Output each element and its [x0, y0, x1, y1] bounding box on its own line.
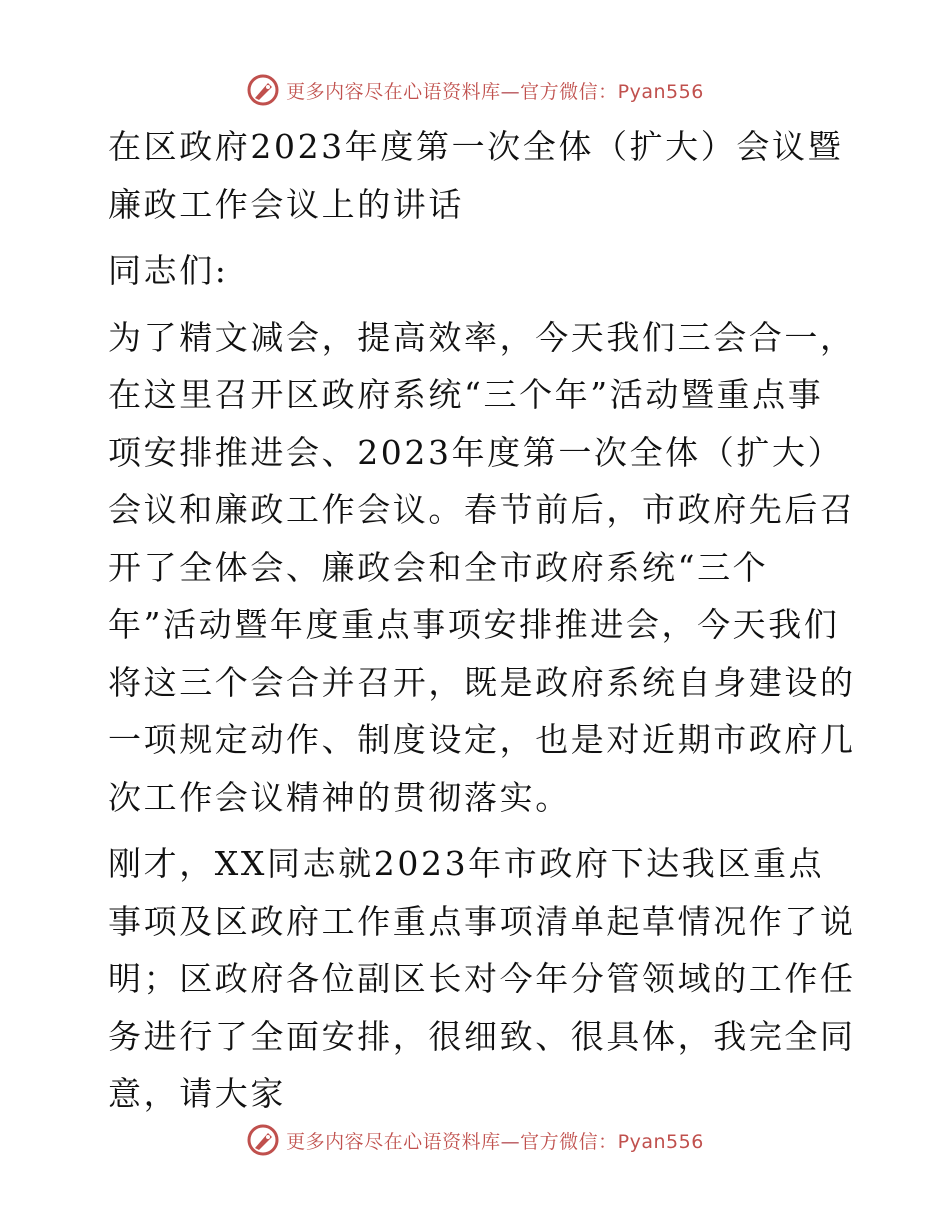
banner-text [286, 77, 704, 104]
paragraph-1: 为了精文减会，提高效率，今天我们三会合一，在这里召开区政府系统“三个年”活动暨重点事项安排推进会、2023年度第一次全体（扩大）会议和廉政工作会议。春节前后，市政府先后召开了全体会、廉政会和全市政府系统“三个年”活动暨年度重点事项安排推进会，今天我们将这三个会合并召开，既是政府系统自身建设的一项规定动作、制度设定，也是对近期市政府几次工作会议精神的贯彻落实。 [108, 317, 856, 817]
banner-library-text: 更多内容尽在心语资料库 [286, 80, 501, 103]
greeting: 同志们: [108, 251, 229, 290]
footer-watermark-banner [0, 1120, 950, 1160]
document-body [98, 118, 858, 1132]
banner-separator: — [500, 1130, 521, 1153]
document-title: 在区政府2023年度第一次全体（扩大）会议暨廉政工作会议上的讲话 [108, 127, 844, 224]
banner-separator: — [500, 80, 521, 103]
banner-library-text: 更多内容尽在心语资料库 [286, 1130, 501, 1153]
banner-official-wechat: 官方微信：Pyan556 [520, 1130, 704, 1153]
pen-nib-logo-icon [246, 1123, 280, 1157]
paragraph-2: 刚才，XX同志就2023年市政府下达我区重点事项及区政府工作重点事项清单起草情况作了说明；区政府各位副区长对今年分管领域的工作任务进行了全面安排，很细致、很具体，我完全同意，请大家 [108, 844, 856, 1113]
pen-nib-logo-icon [246, 73, 280, 107]
banner-official-wechat: 官方微信：Pyan556 [520, 80, 704, 103]
header-watermark-banner [0, 70, 950, 110]
banner-text [286, 1127, 704, 1154]
